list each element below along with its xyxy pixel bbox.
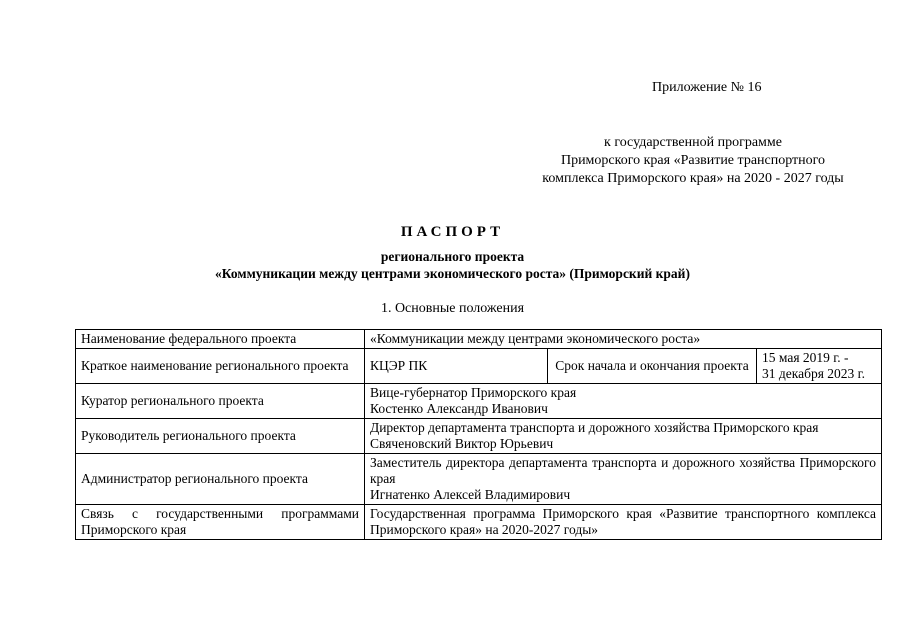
curator-position: Вице-губернатор Приморского края — [370, 385, 577, 400]
table-row — [76, 454, 882, 505]
head-name: Свяченовский Виктор Юрьевич — [370, 436, 554, 451]
admin-name: Игнатенко Алексей Владимирович — [370, 487, 571, 502]
document-subtitle: регионального проекта — [380, 249, 525, 264]
program-line: к государственной программе — [604, 135, 782, 150]
federal-project-value: «Коммуникации между центрами экономического роста» — [365, 330, 882, 349]
admin-label: Администратор регионального проекта — [76, 454, 365, 505]
table-row — [76, 505, 882, 540]
term-value — [757, 349, 882, 384]
short-name-label: Краткое наименование регионального проекта — [76, 349, 365, 384]
federal-project-label: Наименование федерального проекта — [76, 330, 365, 349]
link-value: Государственная программа Приморского края «Развитие транспортного комплекса Приморского края» на 2020-2027 годы» — [365, 505, 882, 540]
table-row — [76, 384, 882, 419]
short-name-value: КЦЭР ПК — [365, 349, 548, 384]
table-row — [76, 349, 882, 384]
section-heading: 1. Основные положения — [380, 301, 525, 316]
curator-value — [365, 384, 882, 419]
link-label: Связь с государственными программами Приморского края — [76, 505, 365, 540]
table-row — [76, 330, 882, 349]
program-line: Приморского края «Развитие транспортного — [560, 153, 826, 168]
program-line: комплекса Приморского края» на 2020 - 2027 годы — [542, 171, 844, 186]
head-label: Руководитель регионального проекта — [76, 419, 365, 454]
program-reference — [500, 134, 886, 188]
project-name: «Коммуникации между центрами экономического роста» (Приморский край) — [215, 266, 690, 281]
term-start: 15 мая 2019 г. - — [762, 350, 849, 365]
head-value — [365, 419, 882, 454]
table-row — [76, 419, 882, 454]
term-label: Срок начала и окончания проекта — [548, 349, 757, 384]
passport-table — [75, 329, 882, 540]
document-title: ПАСПОРТ — [400, 224, 505, 240]
term-end: 31 декабря 2023 г. — [762, 366, 866, 381]
appendix-number: Приложение № 16 — [652, 80, 762, 95]
curator-name: Костенко Александр Иванович — [370, 401, 548, 416]
admin-value — [365, 454, 882, 505]
admin-position: Заместитель директора департамента транспорта и дорожного хозяйства Приморского края — [370, 455, 876, 486]
curator-label: Куратор регионального проекта — [76, 384, 365, 419]
head-position: Директор департамента транспорта и дорожного хозяйства Приморского края — [370, 420, 819, 435]
